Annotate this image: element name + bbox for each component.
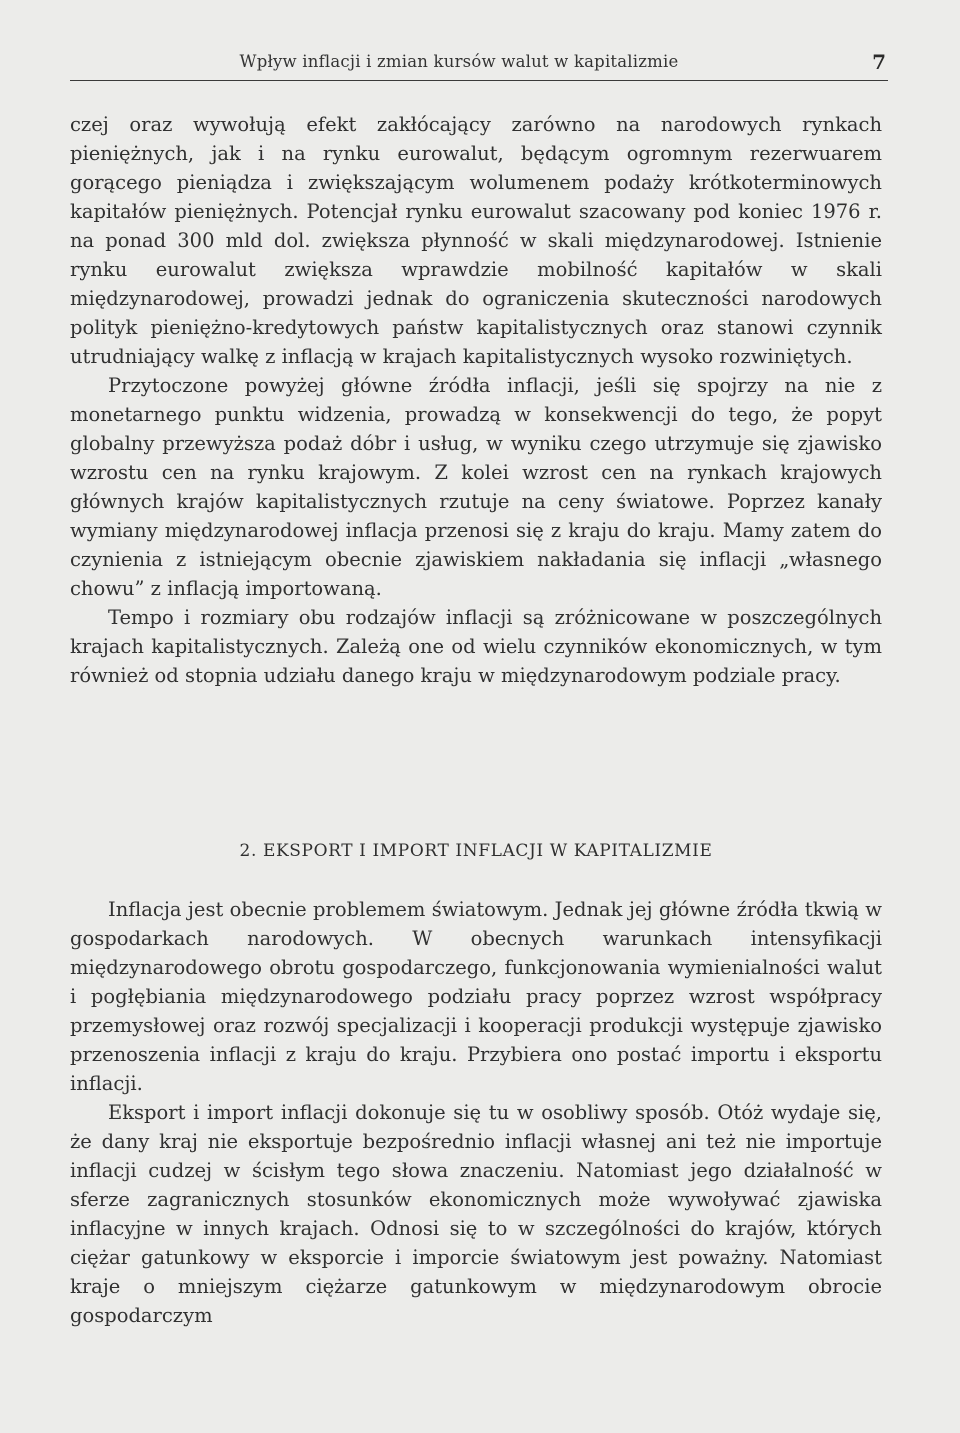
page-number: 7 <box>872 50 886 74</box>
section-heading: 2. EKSPORT I IMPORT INFLACJI W KAPITALIZMIE <box>239 841 713 861</box>
paragraph: Eksport i import inflacji dokonuje się tu w osobliwy sposób. Otóż wydaje się, że dany kraj nie eksportuje bezpośrednio inflacji własnej ani też nie importuje inflacji cudzej w ścisłym tego słowa znaczeniu. Natomiast jego działalność w sferze zagranicznych stosunków ekonomicznych może wywoływać zjawiska inflacyjne w innych krajach. Odnosi się to w szczególności do krajów, których ciężar gatunkowy w eksporcie i imporcie światowym jest poważny. Natomiast kraje o mniejszym ciężarze gatunkowym w międzynarodowym obrocie gospodarczym <box>70 1101 882 1327</box>
section-1-text <box>70 110 882 690</box>
paragraph: Tempo i rozmiary obu rodzajów inflacji są zróżnicowane w poszczególnych krajach kapitalistycznych. Zależą one od wielu czynników ekonomicznych, w tym również od stopnia udziału danego kraju w międzynarodowym podziale pracy. <box>70 606 882 687</box>
paragraph: czej oraz wywołują efekt zakłócający zarówno na narodowych rynkach pieniężnych, jak i na rynku eurowalut, będącym ogromnym rezerwuarem gorącego pieniądza i zwiększającym wolumenem podaży krótkoterminowych kapitałów pieniężnych. Potencjał rynku eurowalut szacowany pod koniec 1976 r. na ponad 300 mld dol. zwiększa płynność w skali międzynarodowej. Istnienie rynku eurowalut zwiększa wprawdzie mobilność kapitałów w skali międzynarodowej, prowadzi jednak do ograniczenia skuteczności narodowych polityk pieniężno-kredytowych państw kapitalistycznych oraz stanowi czynnik utrudniający walkę z inflacją w krajach kapitalistycznych wysoko rozwiniętych. <box>70 113 882 368</box>
paragraph: Inflacja jest obecnie problemem światowym. Jednak jej główne źródła tkwią w gospodarkach narodowych. W obecnych warunkach intensyfikacji międzynarodowego obrotu gospodarczego, funkcjonowania wymienialności walut i pogłębiania międzynarodowego podziału pracy poprzez wzrost współpracy przemysłowej oraz rozwój specjalizacji i kooperacji produkcji występuje zjawisko przenoszenia inflacji z kraju do kraju. Przybiera ono postać importu i eksportu inflacji. <box>70 898 882 1095</box>
running-title: Wpływ inflacji i zmian kursów walut w kapitalizmie <box>239 52 679 71</box>
page-header <box>70 50 888 81</box>
section-2-text <box>70 895 882 1330</box>
paragraph: Przytoczone powyżej główne źródła inflacji, jeśli się spojrzy na nie z monetarnego punktu widzenia, prowadzą w konsekwencji do tego, że popyt globalny przewyższa podaż dóbr i usług, w wyniku czego utrzymuje się zjawisko wzrostu cen na rynku krajowym. Z kolei wzrost cen na rynkach krajowych głównych krajów kapitalistycznych rzutuje na ceny światowe. Poprzez kanały wymiany międzynarodowej inflacja przenosi się z kraju do kraju. Mamy zatem do czynienia z istniejącym obecnie zjawiskiem nakładania się inflacji „własnego chowu” z inflacją importowaną. <box>70 374 882 600</box>
